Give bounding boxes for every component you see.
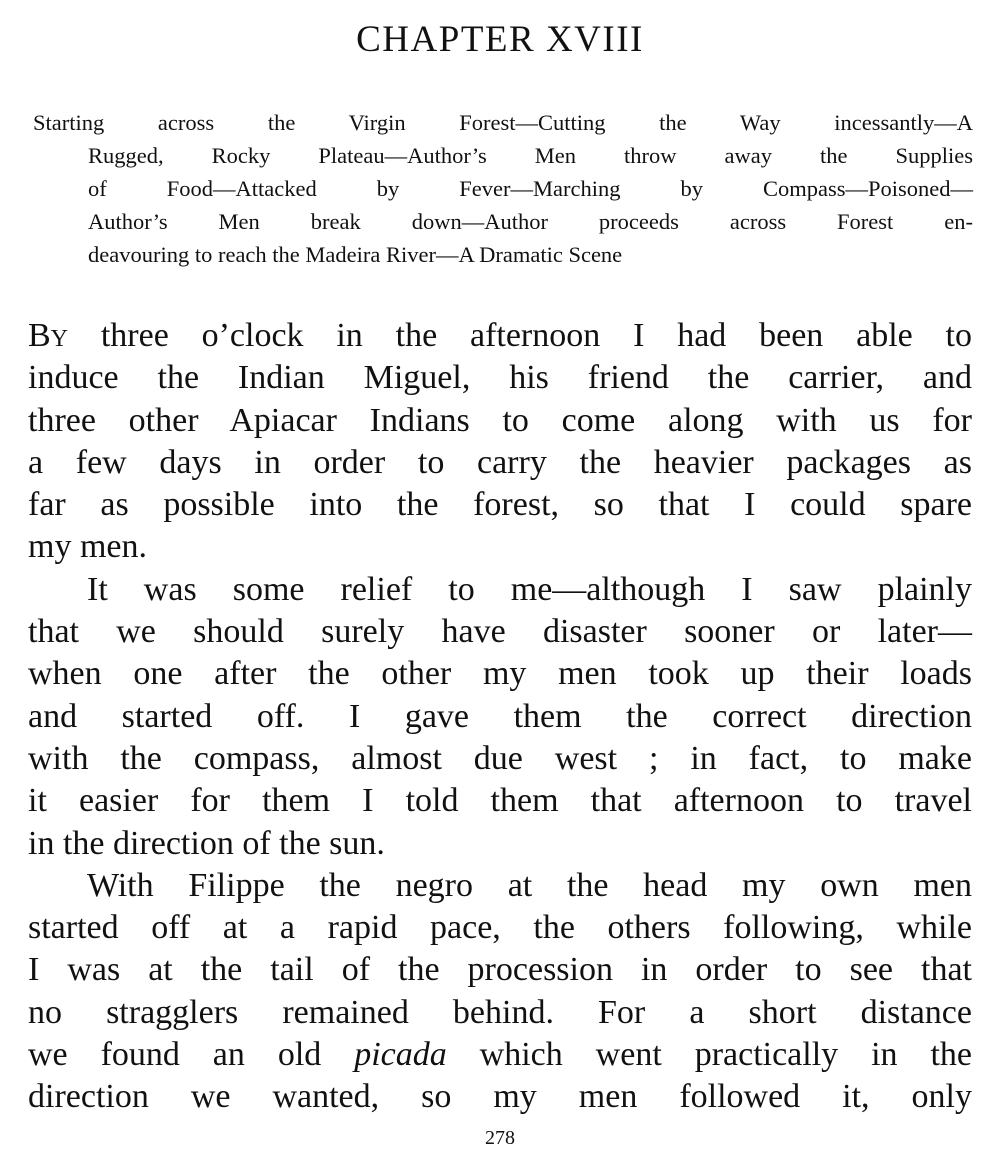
synopsis-line: deavouring to reach the Madeira River—A Dramatic Scene (88, 242, 623, 267)
paragraph-line: that we should surely have disaster sooner or later— (28, 613, 972, 651)
chapter-title: CHAPTER XVIII (356, 19, 644, 60)
body-text (28, 315, 972, 1119)
synopsis-line: Author’s Men break down—Author proceeds across Forest en- (88, 209, 973, 234)
synopsis-line: Starting across the Virgin Forest—Cutting the Way incessantly—A (33, 110, 973, 135)
paragraph-line (28, 315, 972, 357)
paragraph-line: induce the Indian Miguel, his friend the carrier, and (28, 359, 972, 397)
paragraph-line: far as possible into the forest, so that I could spare (28, 486, 972, 524)
paragraph-line: no stragglers remained behind. For a short distance (28, 993, 972, 1031)
paragraph-line: with the compass, almost due west ; in fact, to make (28, 739, 972, 777)
paragraph-line: three other Apiacar Indians to come along with us for (28, 401, 972, 439)
page-number: 278 (485, 1127, 515, 1149)
paragraph-line: and started off. I gave them the correct direction (28, 697, 972, 735)
paragraph-text: three o’clock in the afternoon I had been able to (68, 317, 972, 354)
synopsis-line: Rugged, Rocky Plateau—Author’s Men throw away the Supplies (88, 143, 973, 168)
italic-word: picada (354, 1036, 447, 1074)
paragraph-line: I was at the tail of the procession in order to see that (28, 951, 972, 989)
paragraph-line: in the direction of the sun. (28, 824, 385, 862)
paragraph-line: it easier for them I told them that afternoon to travel (28, 782, 972, 820)
paragraph-text: which went practically in the (446, 1036, 972, 1074)
paragraph-line: It was some relief to me—although I saw plainly (87, 570, 972, 608)
paragraph-line (28, 1034, 972, 1076)
paragraph-line: my men. (28, 528, 147, 566)
paragraph-text: we found an old (28, 1036, 355, 1074)
chapter-synopsis (33, 106, 973, 271)
paragraph-line: With Filippe the negro at the head my own men (87, 866, 972, 904)
opening-word: By (28, 317, 69, 354)
paragraph-line: direction we wanted, so my men followed it, only (28, 1078, 972, 1116)
paragraph-line: started off at a rapid pace, the others following, while (28, 909, 972, 947)
paragraph-line: a few days in order to carry the heavier packages as (28, 443, 972, 481)
synopsis-line: of Food—Attacked by Fever—Marching by Compass—Poisoned— (88, 176, 973, 201)
paragraph-line: when one after the other my men took up their loads (28, 655, 972, 693)
